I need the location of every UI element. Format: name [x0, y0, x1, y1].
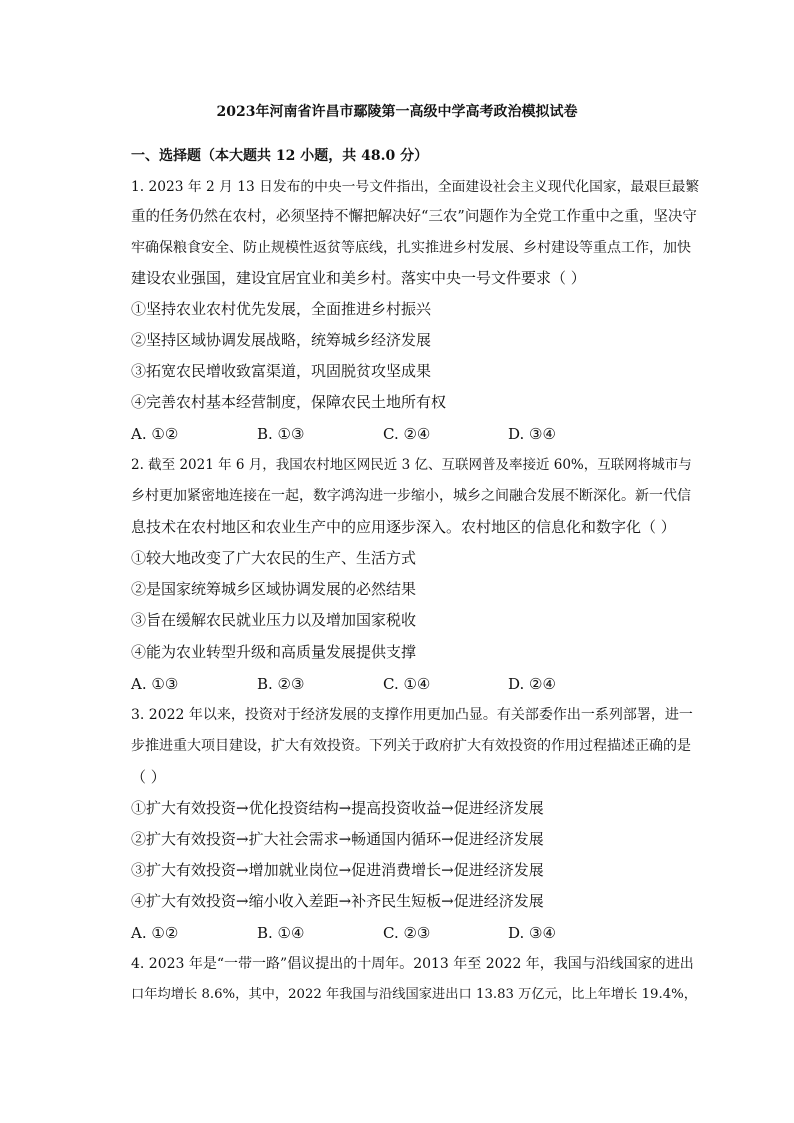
- option-a[interactable]: A. ①③: [131, 675, 179, 693]
- question-3-statement: ③扩大有效投资→增加就业岗位→促进消费增长→促进经济发展: [131, 861, 544, 879]
- question-1-text-line: 重的任务仍然在农村，必须坚持不懈把解决好“三农”问题作为全党工作重中之重，坚决守: [131, 209, 697, 225]
- section-heading: 一、选择题（本大题共 12 小题，共 48.0 分）: [131, 148, 429, 164]
- question-4-text-line: 口年均增长 8.6%，其中，2022 年我国与沿线国家进出口 13.83 万亿元，比上年增长 19.4%，: [131, 987, 697, 1002]
- option-d[interactable]: D. ③④: [508, 924, 556, 942]
- question-3-text-line: （ ）: [131, 768, 166, 786]
- question-1-options: [131, 423, 651, 445]
- option-b[interactable]: B. ②③: [257, 675, 305, 693]
- question-2-statement: ④能为农业转型升级和高质量发展提供支撑: [131, 643, 417, 661]
- question-3-statement: ①扩大有效投资→优化投资结构→提高投资收益→促进经济发展: [131, 799, 544, 817]
- question-2-statement: ③旨在缓解农民就业压力以及增加国家税收: [131, 611, 417, 629]
- question-2-statement: ①较大地改变了广大农民的生产、生活方式: [131, 549, 417, 567]
- question-2-statement: ②是国家统筹城乡区域协调发展的必然结果: [131, 580, 417, 598]
- question-4-text-line: 4. 2023 年是“一带一路”倡议提出的十周年。2013 年至 2022 年，我国与沿线国家的进出: [131, 956, 694, 972]
- option-c[interactable]: C. ②③: [383, 924, 431, 942]
- question-2-text-line: 乡村更加紧密地连接在一起，数字鸿沟进一步缩小，城乡之间融合发展不断深化。新一代信: [131, 488, 691, 504]
- question-3-text-line: 步推进重大项目建设，扩大有效投资。下列关于政府扩大有效投资的作用过程描述正确的是: [131, 738, 691, 754]
- question-2-text-line: 息技术在农村地区和农业生产中的应用逐步深入。农村地区的信息化和数字化（ ）: [131, 518, 676, 536]
- question-3-text-line: 3. 2022 年以来，投资对于经济发展的支撑作用更加凸显。有关部委作出一系列部署，进一: [131, 707, 693, 723]
- option-c[interactable]: C. ②④: [383, 425, 431, 443]
- question-2-options: [131, 673, 651, 695]
- option-b[interactable]: B. ①④: [257, 924, 305, 942]
- question-1-statement: ④完善农村基本经营制度，保障农民土地所有权: [131, 393, 447, 411]
- question-3-options: [131, 922, 651, 944]
- question-1-statement: ②坚持区域协调发展战略，统筹城乡经济发展: [131, 331, 432, 349]
- question-3-statement: ④扩大有效投资→缩小收入差距→补齐民生短板→促进经济发展: [131, 892, 544, 910]
- document-title: 2023年河南省许昌市鄢陵第一高级中学高考政治模拟试卷: [216, 104, 578, 120]
- question-1-text-line: 1. 2023 年 2 月 13 日发布的中央一号文件指出，全面建设社会主义现代化国家，最艰巨最繁: [131, 179, 700, 195]
- option-a[interactable]: A. ①②: [131, 425, 179, 443]
- option-c[interactable]: C. ①④: [383, 675, 431, 693]
- question-1-statement: ③拓宽农民增收致富渠道，巩固脱贫攻坚成果: [131, 362, 432, 380]
- question-2-text-line: 2. 截至 2021 年 6 月，我国农村地区网民近 3 亿、互联网普及率接近 60%，互联网将城市与: [131, 457, 692, 473]
- question-1-text-line: 牢确保粮食安全、防止规模性返贫等底线，扎实推进乡村发展、乡村建设等重点工作，加快: [131, 240, 691, 256]
- question-3-statement: ②扩大有效投资→扩大社会需求→畅通国内循环→促进经济发展: [131, 830, 544, 848]
- option-d[interactable]: D. ②④: [508, 675, 556, 693]
- question-1-text-line: 建设农业强国，建设宜居宜业和美乡村。落实中央一号文件要求（ ）: [131, 269, 586, 287]
- option-b[interactable]: B. ①③: [257, 425, 305, 443]
- option-d[interactable]: D. ③④: [508, 425, 556, 443]
- question-1-statement: ①坚持农业农村优先发展，全面推进乡村振兴: [131, 300, 432, 318]
- option-a[interactable]: A. ①②: [131, 924, 179, 942]
